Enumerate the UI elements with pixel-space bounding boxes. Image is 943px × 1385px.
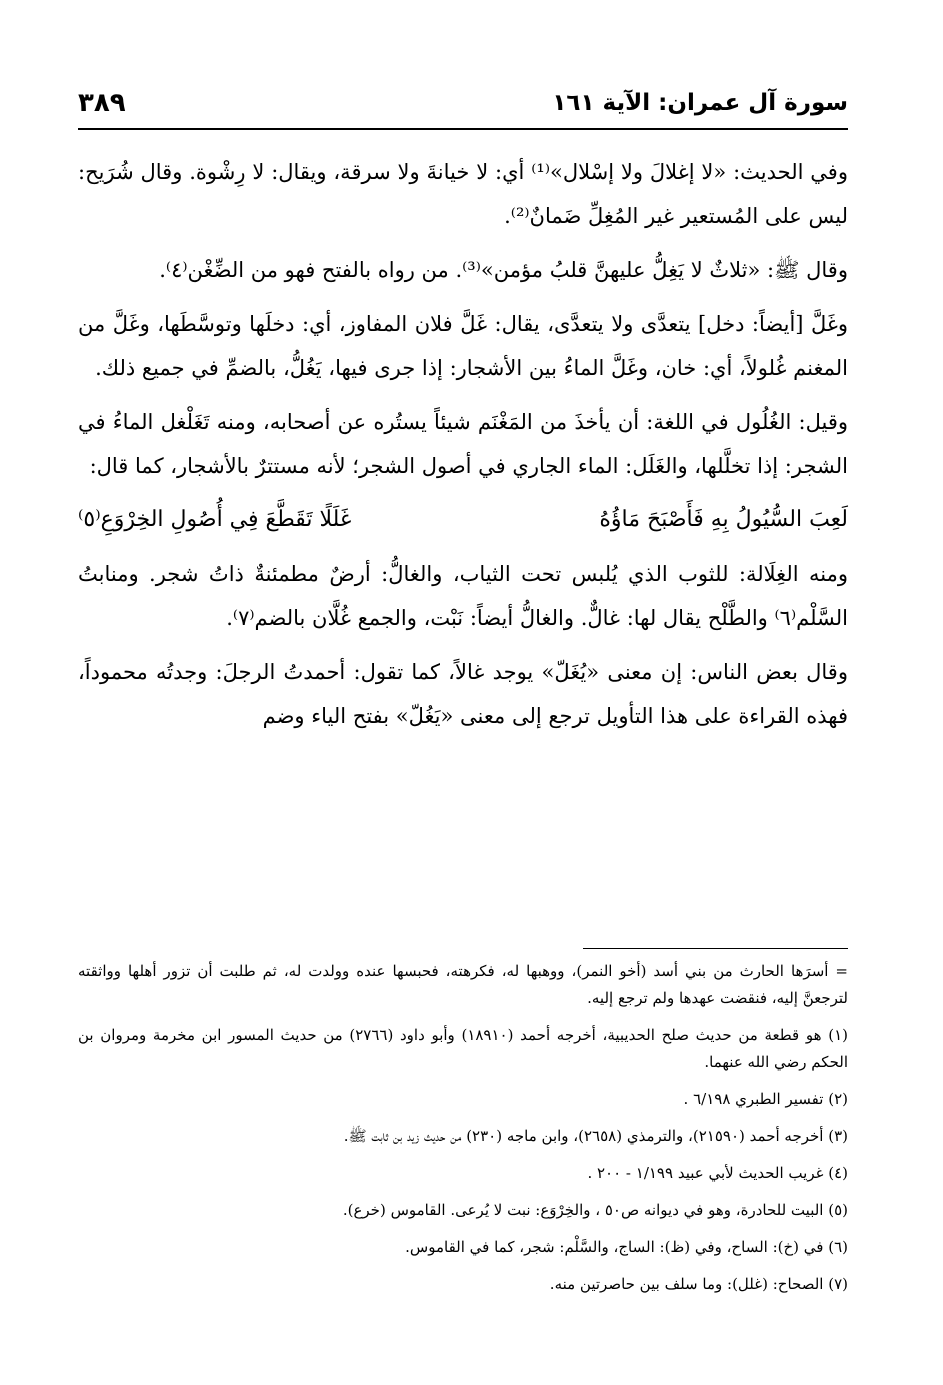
footnote-6: (٦) في (خ): الساح، وفي (ظ): الساج، والسَّلْم: شجر، كما في القاموس. — [405, 1238, 848, 1256]
footnotes — [78, 958, 848, 1308]
footnote-5: (٥) البيت للحادرة، وهو في ديوانه ص٥٠ ، والخِرْوَع: نبت لا يُرعى. القاموس (خرع). — [342, 1201, 848, 1219]
footnote-1: (١) هو قطعة من حديث صلح الحديبية، أخرجه أحمد (١٨٩١٠) وأبو داود (٢٧٦٦) من حديث المسور ابن مخرمة ومروان بن الحكم رضي الله عنهما. — [78, 1026, 848, 1071]
paragraph-ghulul-definition: وقيل: الغُلُول في اللغة: أن يأخذَ من المَغْنَم شيئاً يستُره عن أصحابه، ومنه تَغَلْغل الماءُ في الشجر: إذا تخلَّلها، والغَلَل: الماء الجاري في أصول الشجر؛ لأنه مستترٌ بالأشجار، كما قال: — [78, 410, 848, 478]
footnote-2: (٢) تفسير الطبري ٦/١٩٨ . — [683, 1090, 848, 1108]
verse-first-hemistich: لَعِبَ السُّيُولُ بِهِ فَأَصْبَحَ مَاؤُهُ — [599, 507, 848, 532]
paragraph-prophet-saying: وقال ﷺ: «ثلاثٌ لا يَغِلُّ عليهنَّ قلبُ مؤمن»⁽³⁾. من رواه بالفتح فهو من الضِّغْن⁽٤⁾. — [159, 258, 848, 282]
header-divider — [78, 128, 848, 130]
verse-second-hemistich: غَلَلًا تَقَطَّعَ فِي أُصُولِ الخِرْوَعِ⁽٥⁾ — [78, 507, 352, 532]
footnote-3: (٣) أخرجه أحمد (٢١٥٩٠)، والترمذي (٢٦٥٨)، وابن ماجه (٢٣٠) من حديث زيد بن ثابت ﷺ. — [343, 1127, 848, 1145]
paragraph-ghall-meaning: وغَلَّ [أيضاً: دخل] يتعدَّى ولا يتعدَّى، يقال: غَلَّ فلان المفاوز، أي: دخلَها وتوسَّطَها، وغَلَّ من المغنم غُلولاً، أي: خان، وغَلَّ الماءُ بين الأشجار: إذا جرى فيها، يَغُلُّ، بالضمِّ في جميع ذلك. — [78, 312, 848, 380]
paragraph-ghilala: ومنه الغِلَالة: للثوب الذي يُلبس تحت الثياب، والغالُّ: أرضٌ مطمئنةٌ ذاتُ شجر. ومنابتُ السَّلْم⁽٦⁾ والطَّلْح يقال لها: غالٌّ. والغالُّ أيضاً: نَبْت، والجمع غُلَّان بالضم⁽٧⁾. — [78, 562, 848, 630]
main-text — [78, 150, 848, 748]
page-header — [78, 86, 848, 126]
page-number: ٣٨٩ — [78, 88, 126, 118]
footnote-continuation: = أسرَها الحارث من بني أسد (أخو النمر)، ووهبها له، فكرهته، فحبسها عنده وولدت له، ثم طلبت أن تزور أهلها وواثقته لترجعنَّ إليه، فنقضت عهدها ولم ترجع إليه. — [78, 962, 848, 1007]
footnote-4: (٤) غريب الحديث لأبي عبيد ١/١٩٩ - ٢٠٠ . — [587, 1164, 848, 1182]
footnote-7: (٧) الصحاح: (غلل): وما سلف بين حاصرتين منه. — [549, 1275, 848, 1293]
poetry-verse — [78, 498, 848, 542]
paragraph-reading-interpretation: وقال بعض الناس: إن معنى «يُغَلّ» يوجد غالاً، كما تقول: أحمدتُ الرجلَ: وجدتُه محموداً، فهذه القراءة على هذا التأويل ترجع إلى معنى «يَغُلّ» بفتح الياء وضم — [78, 660, 848, 728]
running-title: سورة آل عمران: الآية ١٦١ — [552, 90, 848, 116]
footnote-divider — [583, 948, 848, 949]
paragraph-hadith: وفي الحديث: «لا إغلالَ ولا إسْلال»⁽¹⁾ أي: لا خيانةَ ولا سرقة، ويقال: لا رِشْوة. وقال شُرَيح: ليس على المُستعير غير المُغِلِّ ضَمانٌ⁽²⁾. — [78, 160, 848, 228]
